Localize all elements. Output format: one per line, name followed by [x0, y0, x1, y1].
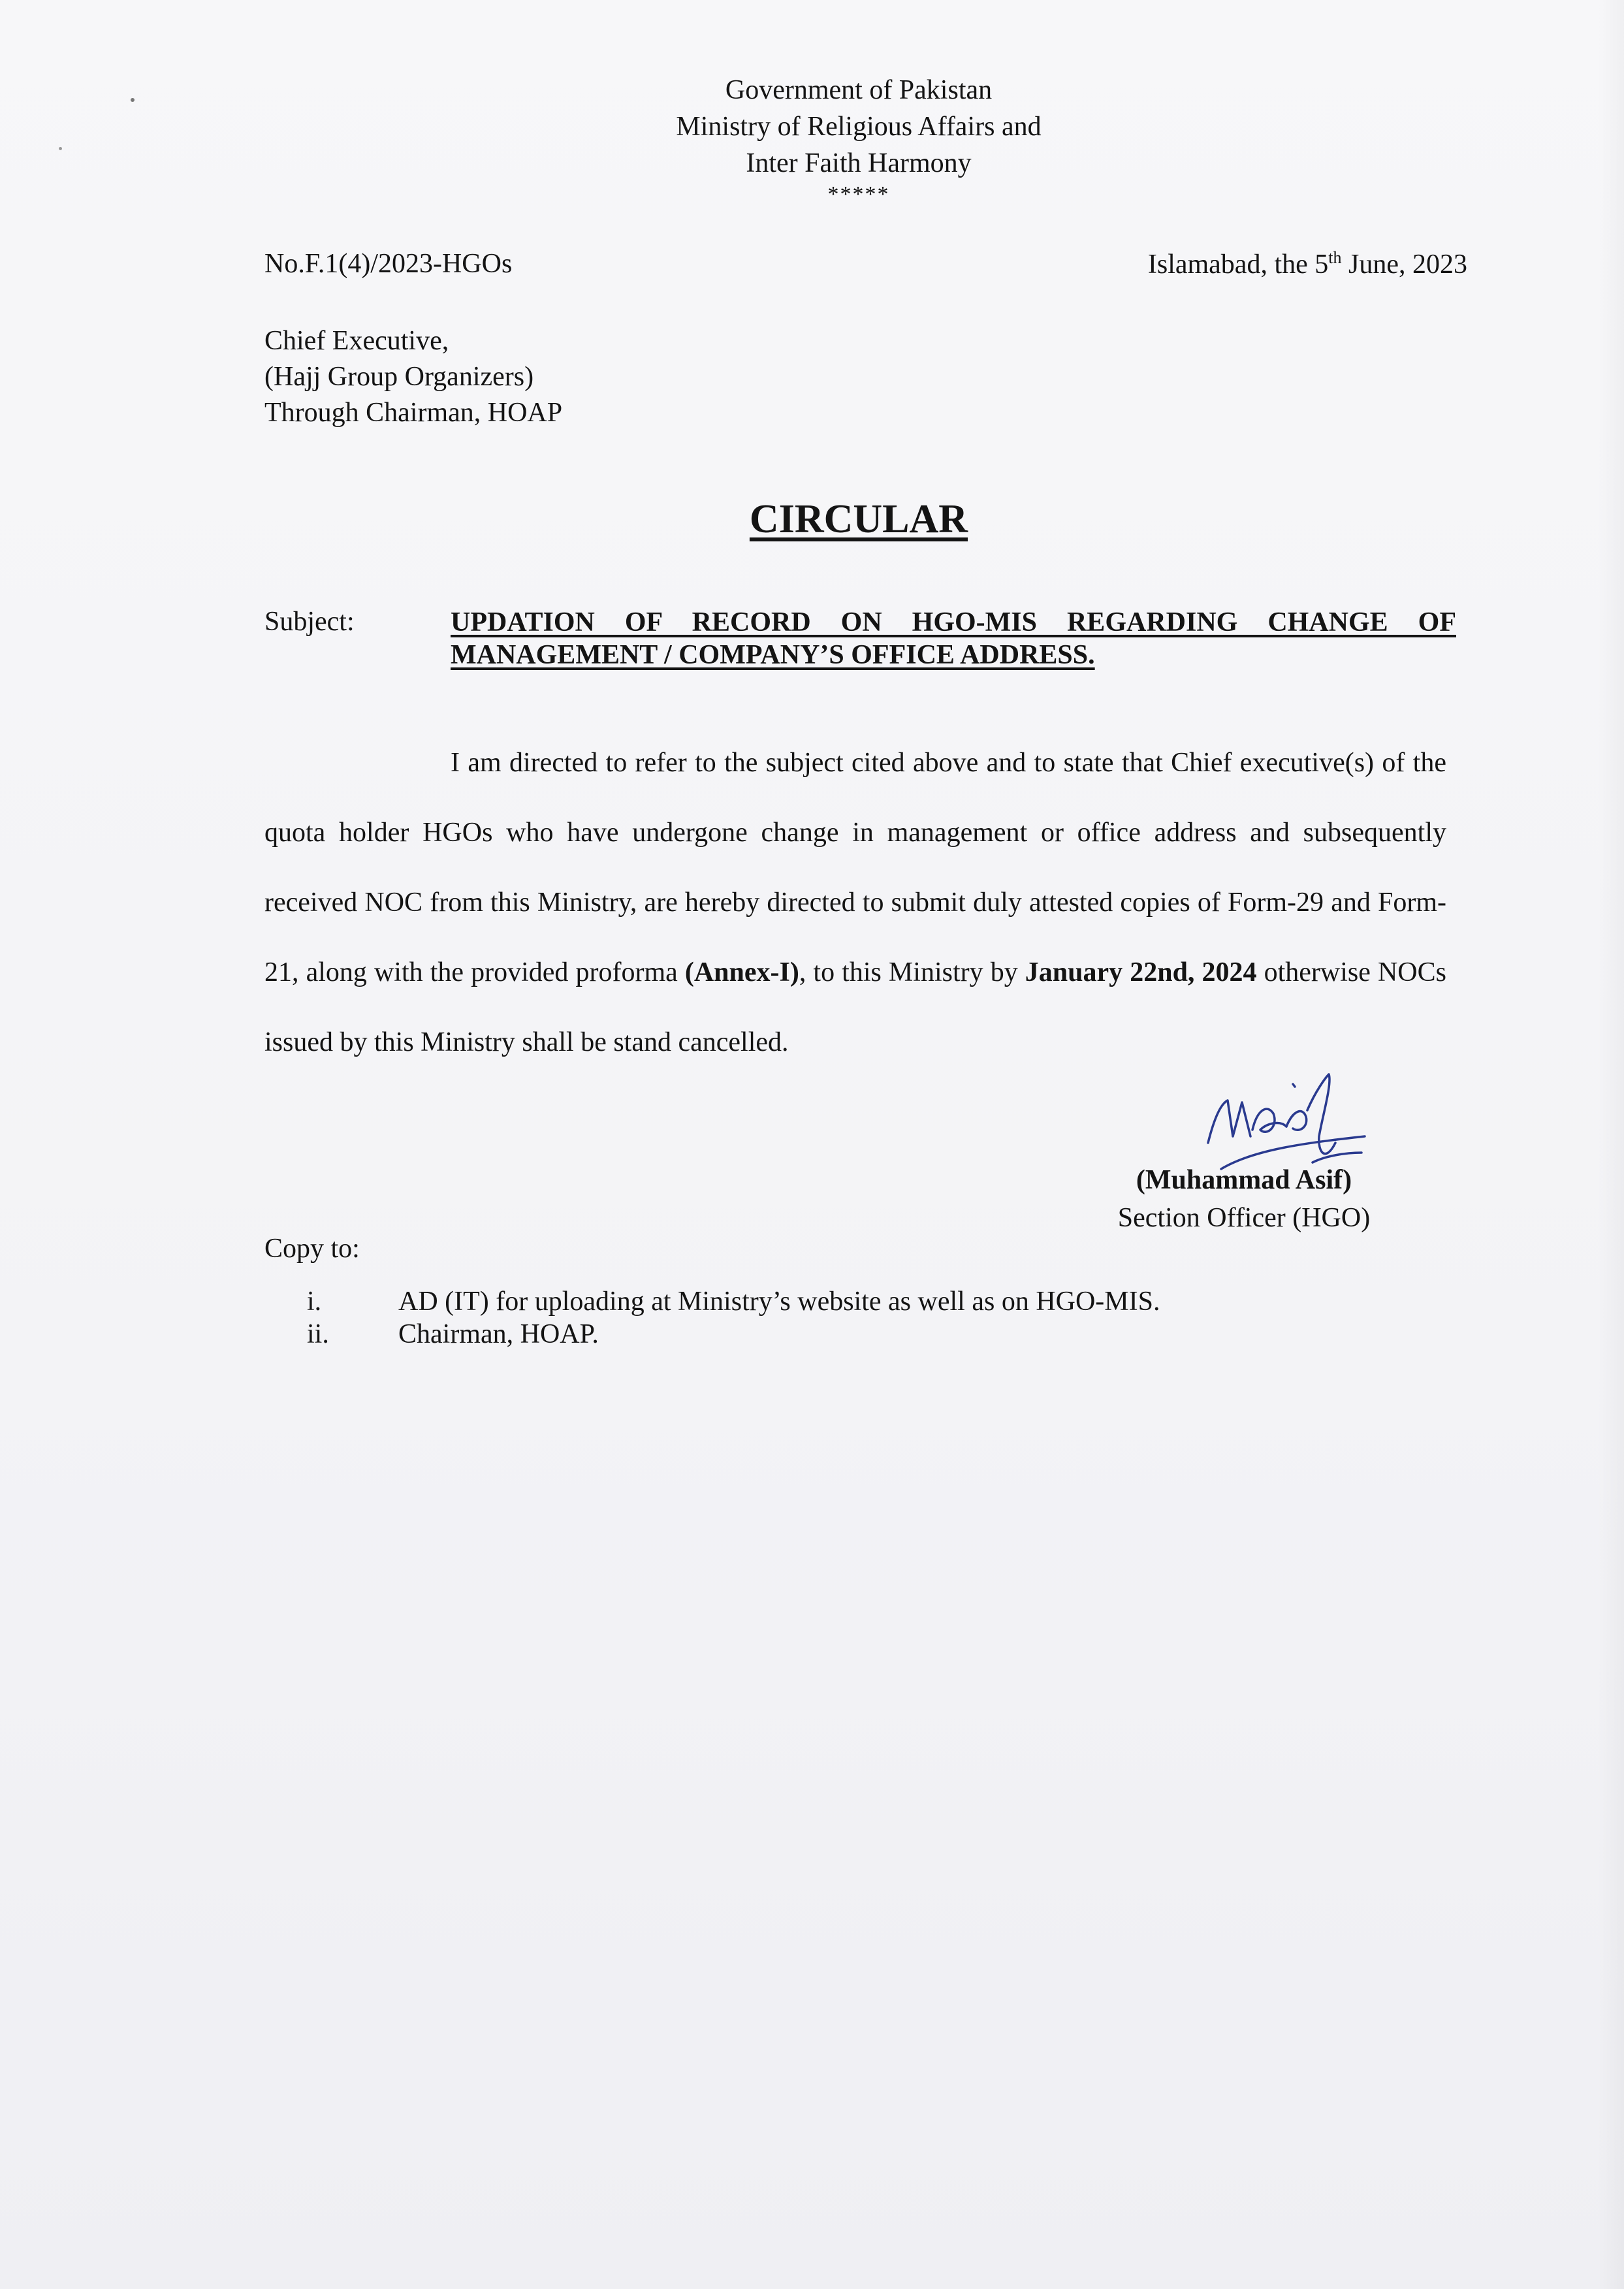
- body-text-3: otherwise NOCs issued by this Ministry shall be stand cancelled.: [264, 957, 1446, 1057]
- addressee-line-1: Chief Executive,: [264, 326, 449, 356]
- addressee-block: [264, 323, 562, 431]
- date-prefix: Islamabad, the 5: [1147, 249, 1329, 280]
- list-item: [307, 1318, 1160, 1351]
- body-paragraph: [264, 728, 1446, 1078]
- letterhead-line-harmony: Inter Faith Harmony: [746, 148, 972, 178]
- letterhead-line-ministry: Ministry of Religious Affairs and: [676, 112, 1042, 142]
- scan-edge-shade: [1598, 0, 1624, 2289]
- issue-date: [1148, 248, 1467, 280]
- addressee-line-2: (Hajj Group Organizers): [264, 362, 534, 392]
- signatory-designation: Section Officer (HGO): [1117, 1203, 1371, 1233]
- subject-label: Subject:: [264, 607, 355, 637]
- list-item: [307, 1285, 1160, 1318]
- letterhead-stars: *****: [827, 182, 890, 206]
- letterhead: [0, 72, 1624, 208]
- deadline-date: January 22nd, 2024: [1025, 957, 1257, 987]
- list-item-text: Chairman, HOAP.: [398, 1319, 599, 1349]
- date-rest: June, 2023: [1341, 249, 1467, 280]
- reference-number: No.F.1(4)/2023-HGOs: [264, 249, 513, 279]
- body-text-1: I am directed to refer to the subject cited above and to state that Chief executive(s) of the quota holder HGOs who have undergone change in management or office address and subsequently received NOC from this Ministry, are hereby directed to submit duly attested copies of Form-29 and Form-21, along with the provided proforma: [264, 748, 1446, 987]
- copy-to-list: [307, 1285, 1160, 1351]
- letterhead-line-government: Government of Pakistan: [725, 75, 993, 105]
- subject-text: UPDATION OF RECORD ON HGO-MIS REGARDING CHANGE OF MANAGEMENT / COMPANY’S OFFICE ADDRESS.: [451, 607, 1456, 670]
- copy-to-label: Copy to:: [264, 1234, 360, 1264]
- list-item-text: AD (IT) for uploading at Ministry’s website as well as on HGO-MIS.: [398, 1287, 1160, 1317]
- document-title: CIRCULAR: [749, 497, 968, 541]
- signatory-name: (Muhammad Asif): [1136, 1165, 1352, 1195]
- body-text-2: , to this Ministry by: [799, 957, 1025, 987]
- addressee-line-3: Through Chairman, HOAP: [264, 398, 563, 428]
- annex-reference: (Annex-I): [684, 957, 799, 987]
- handwritten-signature: [1195, 1064, 1378, 1179]
- date-suffix: th: [1328, 248, 1342, 267]
- list-item-number: ii.: [307, 1319, 329, 1349]
- list-item-number: i.: [307, 1287, 322, 1317]
